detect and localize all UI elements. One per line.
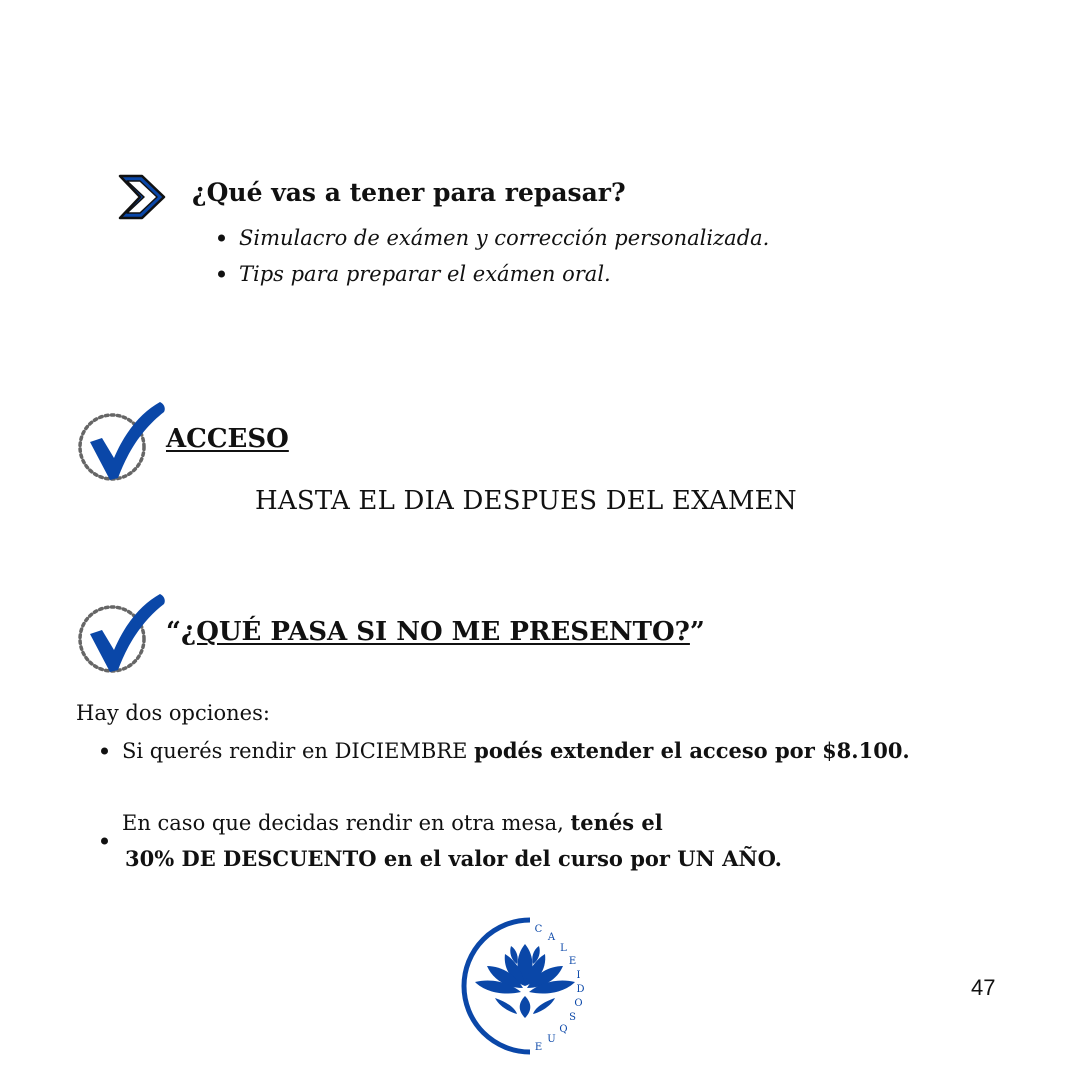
opciones-list	[122, 733, 910, 877]
option-2-text: En caso que decidas rendir en otra mesa,	[122, 811, 571, 835]
option-2-bold-line2: 30% DE DESCUENTO en el valor del curso por UN AÑO.	[125, 846, 782, 871]
section-title-presento	[166, 617, 705, 647]
list-item	[122, 805, 910, 877]
option-1-bold: podés extender el acceso por $8.100.	[474, 738, 910, 763]
checkmark-icon	[74, 400, 166, 486]
presento-question: ¿QUÉ PASA SI NO ME PRESENTO?	[180, 617, 690, 647]
list-item: Tips para preparar el exámen oral.	[239, 256, 769, 292]
section-title-acceso: ACCESO	[166, 424, 289, 454]
logo-letter: E	[568, 956, 578, 967]
logo-letter: O	[574, 998, 584, 1009]
opciones-intro: Hay dos opciones:	[76, 701, 270, 725]
list-item: Simulacro de exámen y corrección personalizada.	[239, 220, 769, 256]
logo-letter: U	[547, 1034, 557, 1045]
logo-letter: A	[547, 932, 557, 943]
logo-letter: Q	[559, 1024, 569, 1035]
chevron-right-icon	[118, 174, 166, 220]
section-title-repasar: ¿Qué vas a tener para repasar?	[192, 178, 626, 207]
logo-letter: L	[560, 943, 568, 954]
logo-letter: D	[576, 984, 586, 995]
page-number: 47	[971, 975, 996, 1000]
quote-close: ”	[689, 617, 705, 647]
repasar-list	[239, 220, 769, 292]
logo-letter: I	[576, 970, 582, 981]
option-1-text: Si querés rendir en DICIEMBRE	[122, 739, 475, 763]
quote-open: “	[166, 617, 181, 647]
logo-letter: E	[534, 1042, 544, 1053]
acceso-description: HASTA EL DIA DESPUES DEL EXAMEN	[255, 486, 797, 516]
caleidosque-logo	[455, 916, 595, 1056]
logo-letter: C	[534, 924, 544, 935]
list-item	[122, 733, 910, 769]
checkmark-icon	[74, 592, 166, 678]
logo-letter: S	[569, 1012, 577, 1023]
option-2-bold: tenés el	[570, 810, 663, 835]
